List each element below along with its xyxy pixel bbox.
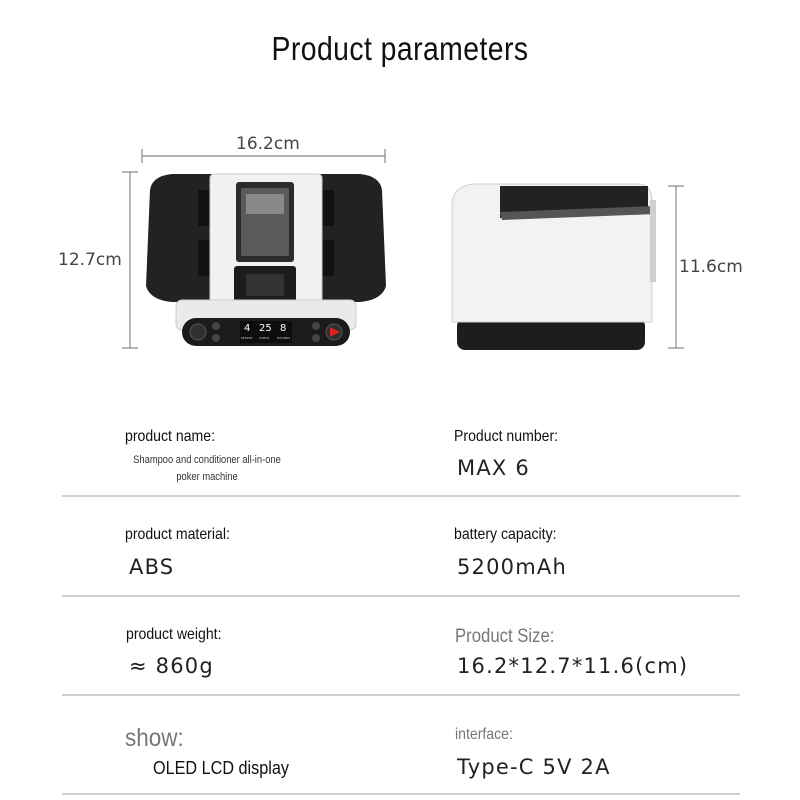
lcd-center-caption: CARDS <box>259 336 270 340</box>
lcd-left-caption: PEOPLE <box>241 336 253 340</box>
page-title: Product parameters <box>271 30 529 67</box>
depth-label: 11.6cm <box>679 257 743 277</box>
row-divider <box>62 694 740 696</box>
device-lcd <box>240 321 292 343</box>
product-number-value: MAX 6 <box>457 456 530 480</box>
row-divider <box>62 495 740 497</box>
show-label: show: <box>125 724 184 752</box>
interface-label: interface: <box>455 726 513 743</box>
product-number-label: Product number: <box>454 428 559 445</box>
show-value: OLED LCD display <box>153 758 289 778</box>
row-divider <box>62 793 740 795</box>
side-view <box>452 184 656 350</box>
row-divider <box>62 595 740 597</box>
product-name-value: Shampoo and conditioner all-in-one poker machine <box>133 454 281 483</box>
product-size-value: 16.2*12.7*11.6(cm) <box>457 654 689 678</box>
product-weight-value: ≈ 860g <box>129 654 214 678</box>
height-label: 12.7cm <box>58 250 122 270</box>
product-size-label: Product Size: <box>455 626 555 647</box>
interface-value: Type-C 5V 2A <box>457 755 611 779</box>
width-label: 16.2cm <box>236 134 300 154</box>
product-material-value: ABS <box>129 555 175 579</box>
height-dimension-line <box>122 172 138 348</box>
product-name-label: product name: <box>125 428 216 445</box>
battery-capacity-label: battery capacity: <box>454 526 557 543</box>
product-illustration <box>0 0 800 380</box>
lcd-left-value: 4 <box>244 323 251 334</box>
lcd-right-value: 8 <box>280 323 287 334</box>
lcd-center-value: 25 <box>259 323 272 334</box>
product-weight-label: product weight: <box>126 626 222 643</box>
battery-capacity-value: 5200mAh <box>457 555 567 579</box>
lcd-right-caption: ROUNDS <box>277 336 291 340</box>
product-material-label: product material: <box>125 526 230 543</box>
